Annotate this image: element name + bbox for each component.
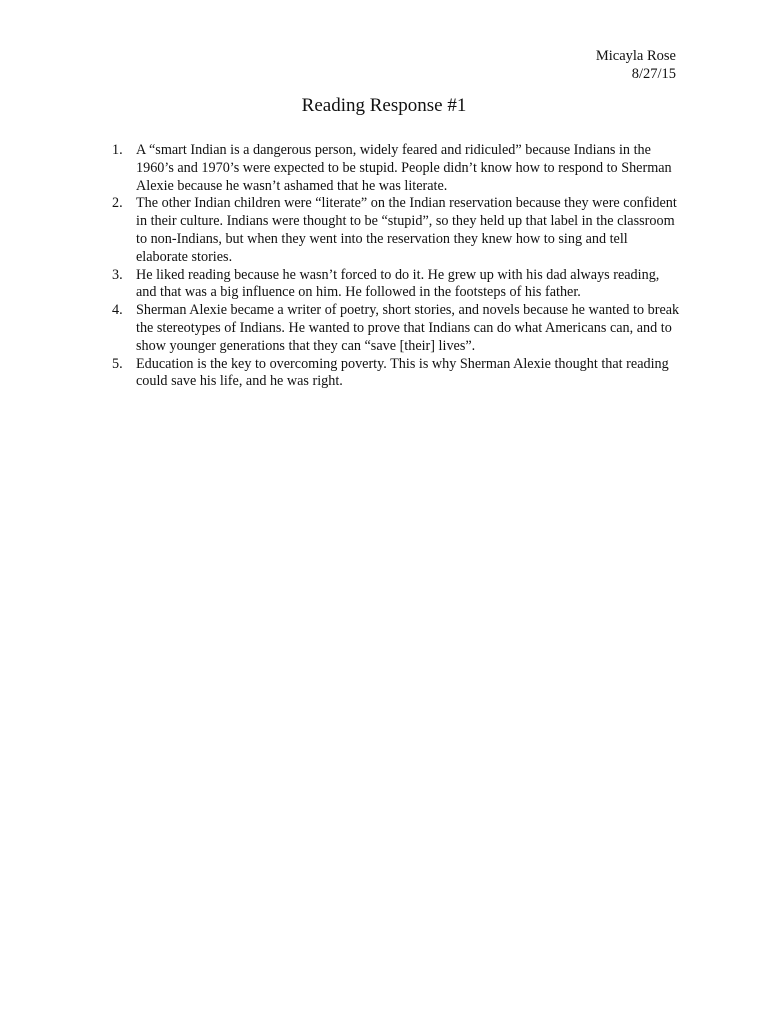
document-date: 8/27/15: [631, 66, 676, 82]
response-list: [112, 142, 682, 391]
response-number: 3.: [112, 266, 123, 283]
response-text: The other Indian children were “literate” on the Indian reservation because they were confident in their culture. Indians were thought to be “stupid”, so they held up that label in the classroom to non-Indians, but when they went into the reservation they knew how to sing and tell elaborate stories.: [136, 195, 677, 265]
response-number: 5.: [112, 355, 123, 372]
response-text: Sherman Alexie became a writer of poetry, short stories, and novels because he wanted to break the stereotypes of Indians. He wanted to prove that Indians can do what Americans can, and to show younger generations that they can “save [their] lives”.: [136, 302, 680, 354]
response-text: A “smart Indian is a dangerous person, widely feared and ridiculed” because Indians in the 1960’s and 1970’s were expected to be stupid. People didn’t know how to respond to Sherman Alexie because he wasn’t ashamed that he was literate.: [136, 142, 672, 194]
document-header: [596, 47, 676, 83]
response-text: Education is the key to overcoming poverty. This is why Sherman Alexie thought that reading could save his life, and he was right.: [136, 355, 669, 390]
response-number: 1.: [112, 142, 123, 158]
response-number: 4.: [112, 302, 123, 319]
author-name: Micayla Rose: [595, 48, 676, 64]
response-item-2: [112, 195, 682, 266]
response-item-3: [112, 267, 682, 303]
response-item-5: [112, 356, 682, 392]
response-text: He liked reading because he wasn’t forced to do it. He grew up with his dad always reading, and that was a big influence on him. He followed in the footsteps of his father.: [136, 266, 660, 301]
response-item-4: [112, 302, 682, 355]
response-number: 2.: [112, 195, 123, 212]
response-item-1: [112, 142, 682, 195]
document-title: Reading Response #1: [301, 95, 467, 116]
